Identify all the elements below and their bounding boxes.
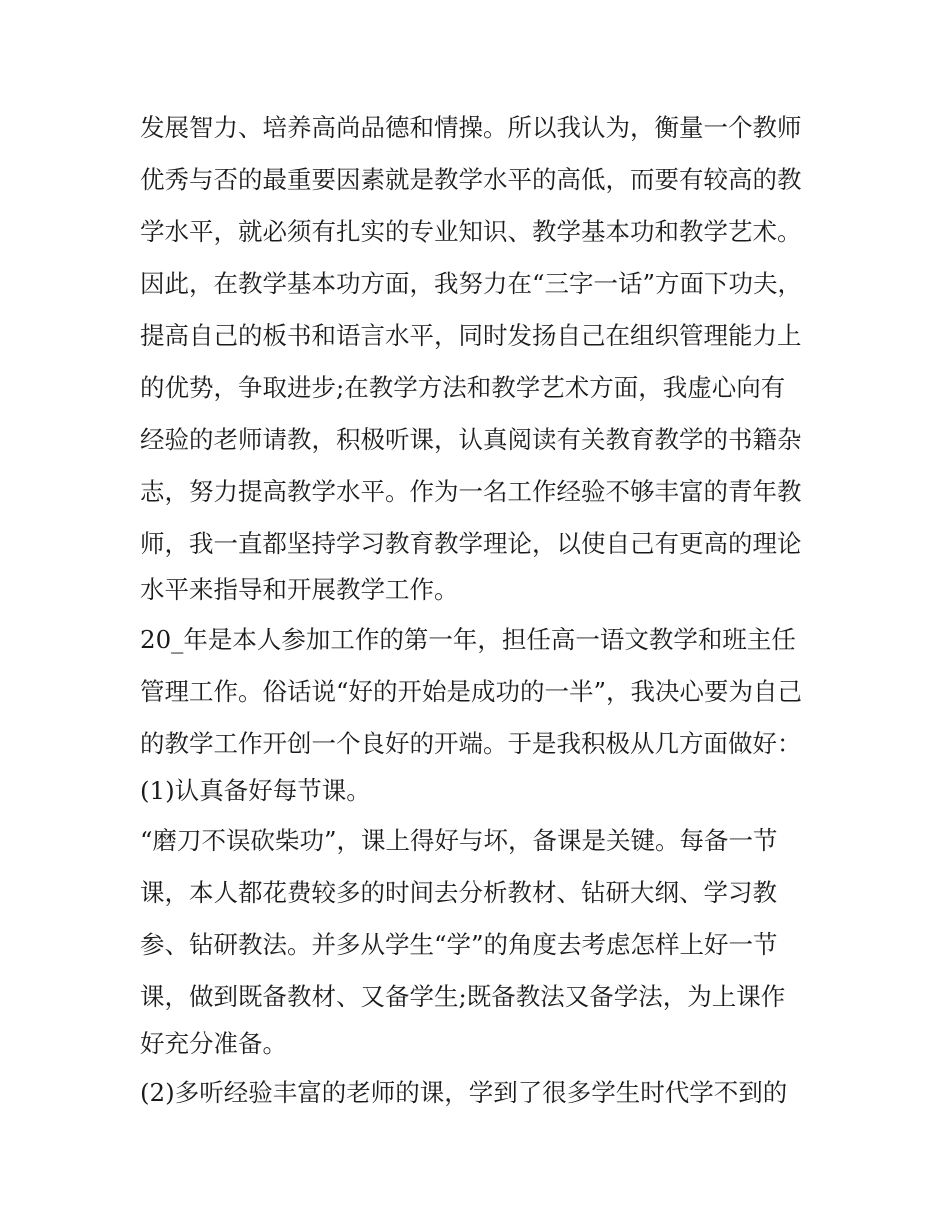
text-line: 因此，在教学基本功方面，我努力在“三字一话”方面下功夫， [140, 269, 803, 298]
text-line: 的优势，争取进步;在教学方法和教学艺术方面，我虚心向有 [140, 373, 786, 402]
text-line: (2)多听经验丰富的老师的课，学到了很多学生时代学不到的 [140, 1078, 788, 1107]
text-line: 提高自己的板书和语言水平，同时发扬自己在组织管理能力上 [140, 321, 802, 350]
text-line: 的教学工作开创一个良好的开端。于是我积极从几方面做好： [140, 729, 802, 758]
text-line: 经验的老师请教，积极听课，认真阅读有关教育教学的书籍杂 [140, 425, 802, 454]
text-line: 学水平，就必须有扎实的专业知识、教学基本功和教学艺术。 [140, 217, 802, 246]
text-line: 管理工作。俗话说“好的开始是成功的一半”，我决心要为自己 [140, 677, 803, 706]
text-line: 课，做到既备教材、又备学生;既备教法又备学法，为上课作 [140, 982, 786, 1011]
text-line: 志，努力提高教学水平。作为一名工作经验不够丰富的青年教 [140, 477, 802, 506]
text-line: 优秀与否的最重要因素就是教学水平的高低，而要有较高的教 [140, 165, 802, 194]
text-line: 发展智力、培养高尚品德和情操。所以我认为，衡量一个教师 [140, 113, 802, 142]
text-line: “磨刀不误砍柴功”，课上得好与坏，备课是关键。每备一节 [140, 826, 778, 855]
text-line: 水平来指导和开展教学工作。 [140, 575, 459, 604]
text-line: 参、钻研教法。并多从学生“学”的角度去考虑怎样上好一节 [140, 930, 778, 959]
text-line: 20_年是本人参加工作的第一年，担任高一语文教学和班主任 [140, 625, 796, 654]
text-line: 好充分准备。 [140, 1029, 287, 1058]
text-line: 课，本人都花费较多的时间去分析教材、钻研大纲、学习教 [140, 878, 777, 907]
text-line: 师，我一直都坚持学习教育教学理论，以使自己有更高的理论 [140, 529, 802, 558]
text-line: (1)认真备好每节课。 [140, 776, 371, 805]
